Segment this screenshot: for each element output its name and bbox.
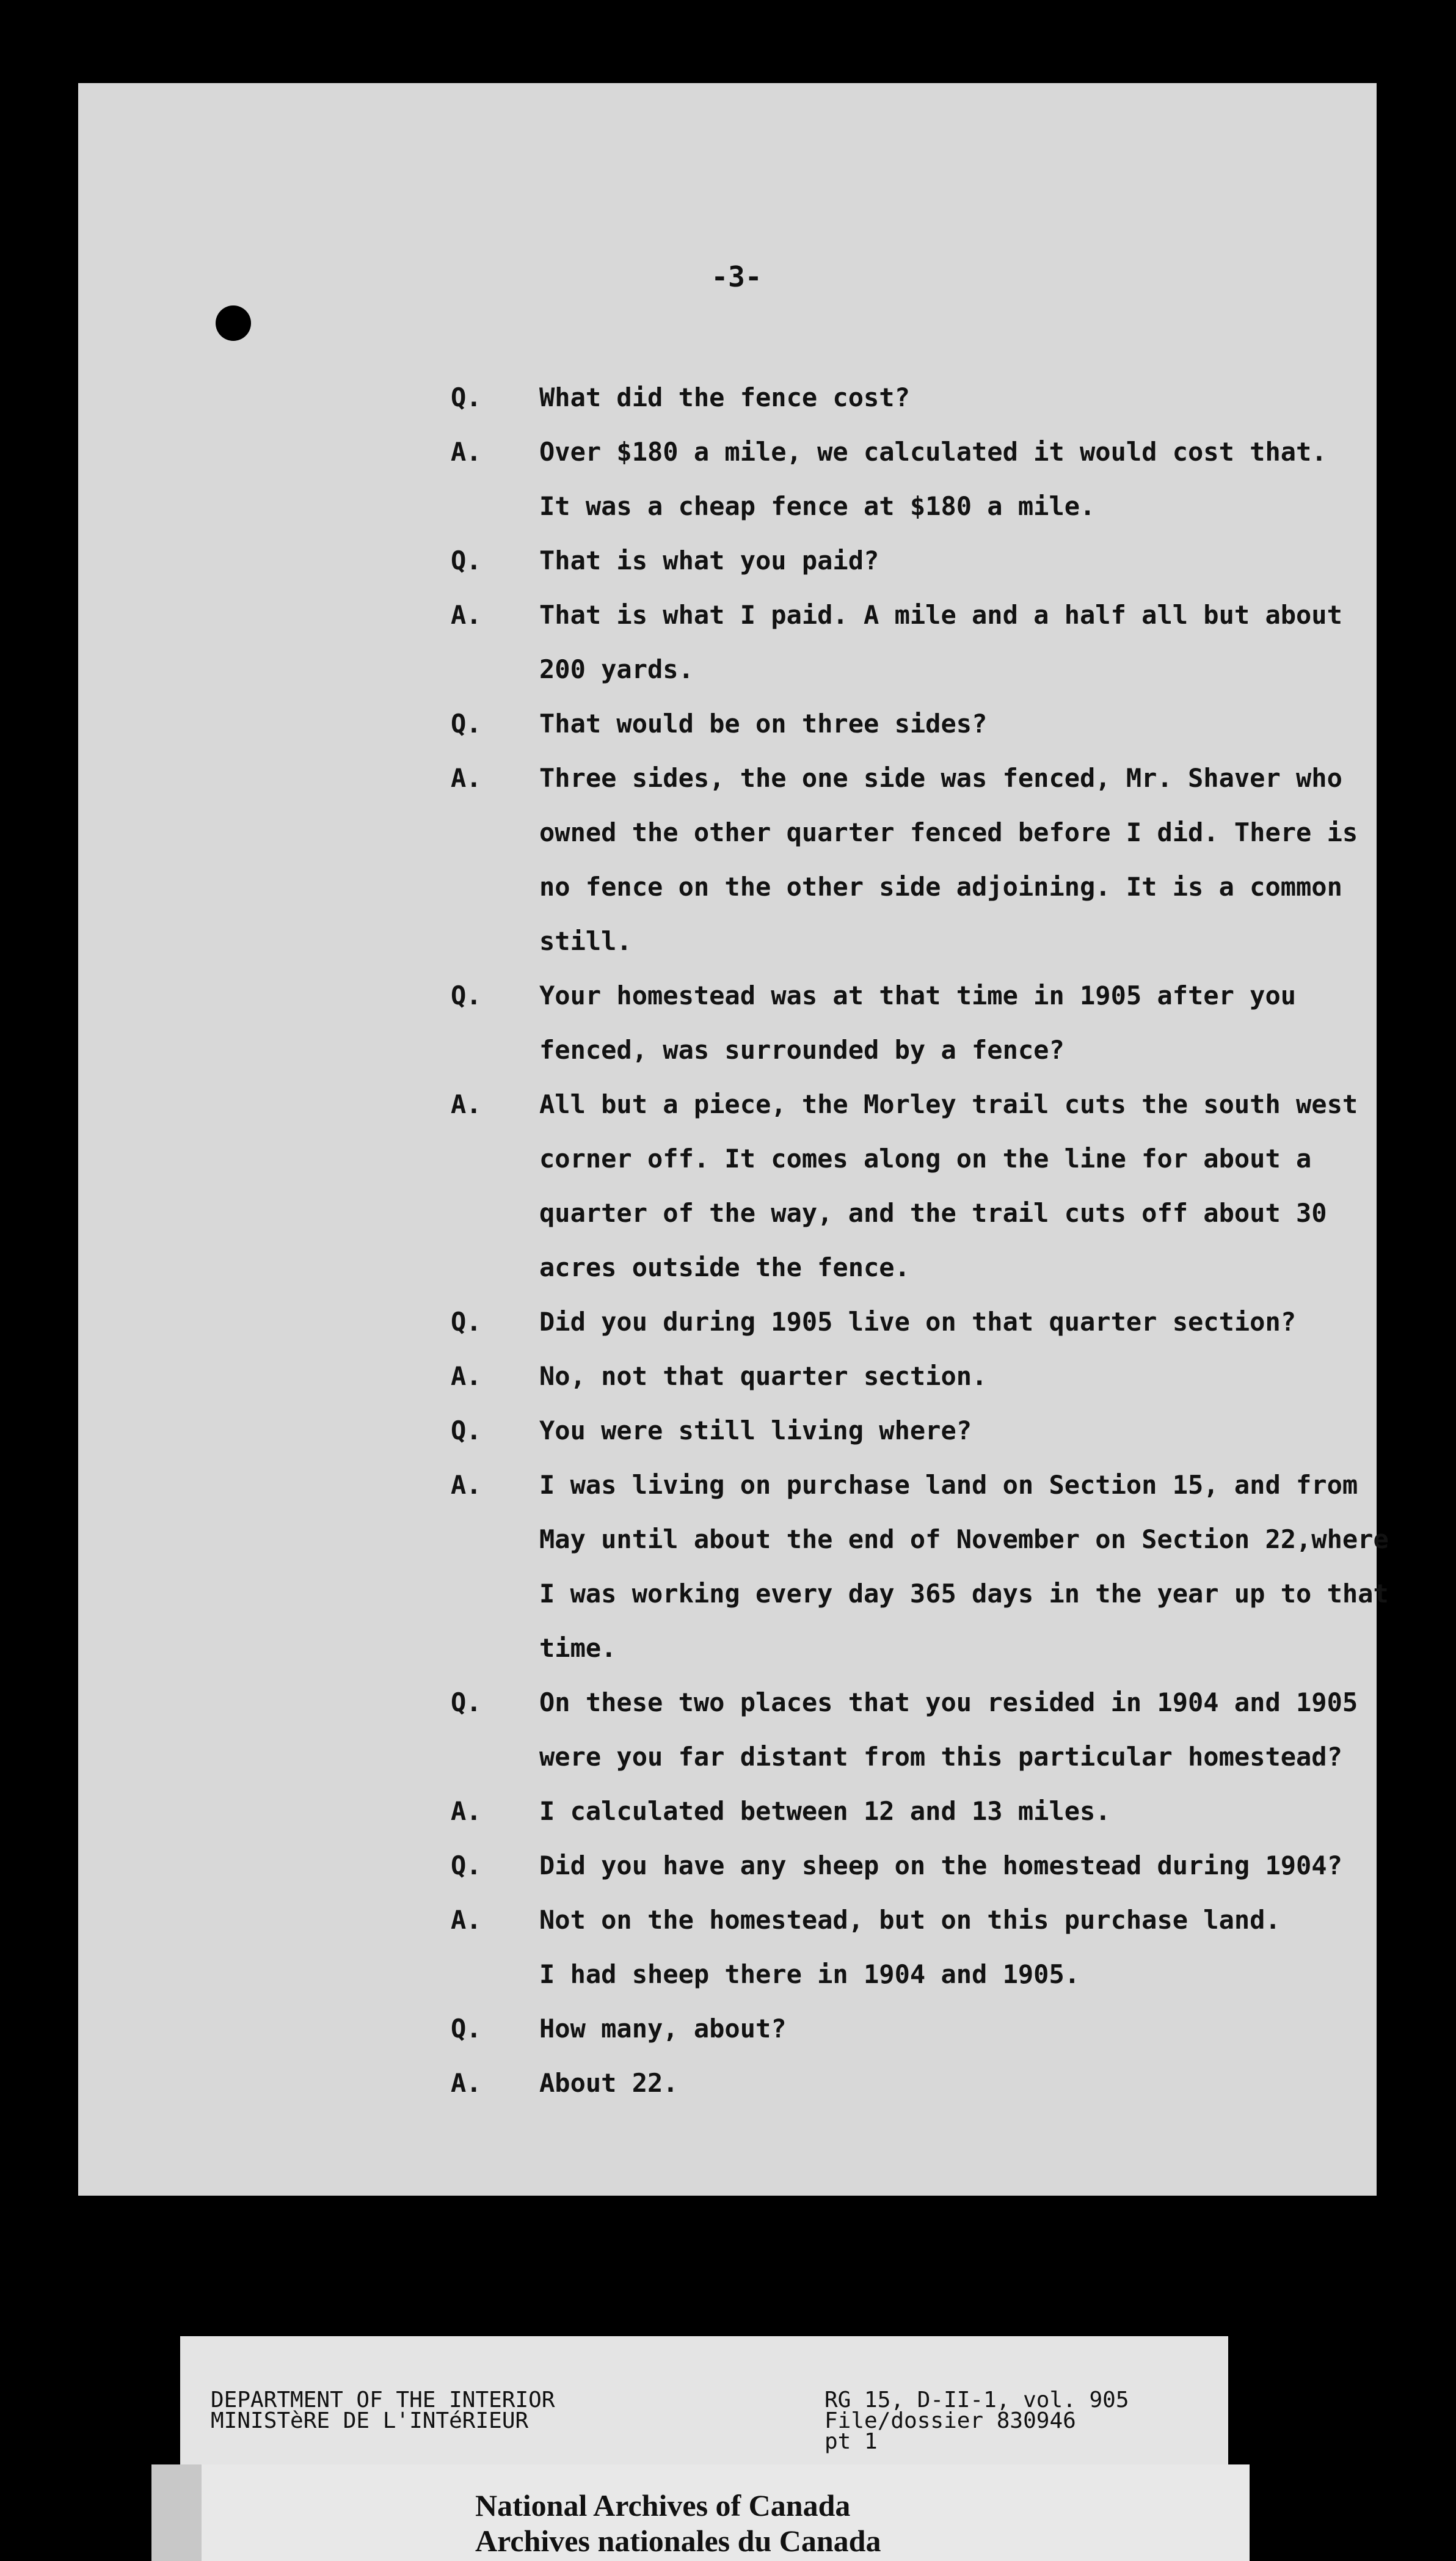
entry-marker: A. (451, 1089, 482, 1119)
entry-line: All but a piece, the Morley trail cuts the south west (539, 1089, 1358, 1119)
answer-entry (451, 1893, 1446, 2001)
entry-line: no fence on the other side adjoining. It is a common (539, 872, 1342, 902)
entry-text (539, 1403, 1446, 1458)
entry-line: That is what you paid? (539, 546, 879, 575)
entry-marker: Q. (451, 981, 482, 1010)
entry-line: time. (539, 1633, 617, 1663)
question-entry (451, 2001, 1446, 2056)
entry-text (539, 751, 1446, 968)
question-entry (451, 1403, 1446, 1458)
entry-text (539, 1458, 1446, 1675)
entry-line: Three sides, the one side was fenced, Mr. Shaver who (539, 763, 1342, 793)
entry-marker: A. (451, 600, 482, 630)
entry-text (539, 1838, 1446, 1893)
entry-line: What did the fence cost? (539, 382, 910, 412)
entry-line: I was working every day 365 days in the year up to that (539, 1579, 1389, 1609)
entry-line: Your homestead was at that time in 1905 after you (539, 981, 1297, 1010)
answer-entry (451, 588, 1446, 696)
answer-entry (451, 751, 1446, 968)
archives-name-en: National Archives of Canada (475, 2488, 851, 2523)
entry-line: Did you have any sheep on the homestead during 1904? (539, 1850, 1342, 1880)
entry-line: quarter of the way, and the trail cuts off about 30 (539, 1198, 1327, 1228)
entry-marker: Q. (451, 2014, 482, 2044)
entry-line: Not on the homestead, but on this purchase land. (539, 1905, 1281, 1935)
entry-line: corner off. It comes along on the line for about a (539, 1144, 1312, 1174)
answer-entry (451, 1458, 1446, 1675)
entry-line: I was living on purchase land on Section 15, and from (539, 1470, 1358, 1500)
banner-edge (151, 2464, 202, 2561)
answer-entry (451, 425, 1446, 533)
file-reference-file: File/dossier 830946 (824, 2408, 1076, 2433)
entry-marker: Q. (451, 1687, 482, 1717)
entry-marker: A. (451, 1905, 482, 1935)
answer-entry (451, 2056, 1446, 2110)
question-entry (451, 1295, 1446, 1349)
entry-text (539, 1295, 1446, 1349)
entry-marker: Q. (451, 1416, 482, 1445)
file-reference (824, 2387, 1129, 2454)
entry-text (539, 1893, 1446, 2001)
entry-line: 200 yards. (539, 654, 694, 684)
entry-marker: A. (451, 2068, 482, 2098)
answer-entry (451, 1077, 1446, 1295)
question-entry (451, 1838, 1446, 1893)
entry-line: That would be on three sides? (539, 709, 988, 739)
archives-name-fr: Archives nationales du Canada (475, 2524, 881, 2558)
entry-text (539, 968, 1446, 1077)
entry-text (539, 588, 1446, 696)
question-entry (451, 533, 1446, 588)
entry-line: I calculated between 12 and 13 miles. (539, 1796, 1111, 1826)
entry-marker: Q. (451, 1850, 482, 1880)
entry-line: I had sheep there in 1904 and 1905. (539, 1959, 1080, 1989)
entry-text (539, 2001, 1446, 2056)
entry-marker: Q. (451, 1307, 482, 1337)
entry-text (539, 1077, 1446, 1295)
entry-marker: A. (451, 437, 482, 467)
entry-marker: Q. (451, 546, 482, 575)
entry-text (539, 2056, 1446, 2110)
entry-text (539, 696, 1446, 751)
entry-line: fenced, was surrounded by a fence? (539, 1035, 1065, 1065)
punch-hole (216, 305, 251, 341)
page-number: -3- (711, 260, 762, 293)
entry-line: How many, about? (539, 2014, 787, 2044)
entry-marker: A. (451, 1470, 482, 1500)
entry-text (539, 370, 1446, 425)
department-label (211, 2387, 555, 2433)
entry-line: Did you during 1905 live on that quarter section? (539, 1307, 1297, 1337)
document-page (78, 83, 1389, 2196)
archive-reference-label (180, 2336, 1228, 2464)
entry-line: It was a cheap fence at $180 a mile. (539, 491, 1096, 521)
entry-text (539, 425, 1446, 533)
entry-text (539, 533, 1446, 588)
entry-marker: A. (451, 1361, 482, 1391)
entry-text (539, 1784, 1446, 1838)
entry-line: Over $180 a mile, we calculated it would cost that. (539, 437, 1327, 467)
entry-line: were you far distant from this particular homestead? (539, 1742, 1342, 1772)
entry-line: May until about the end of November on Section 22,where (539, 1524, 1389, 1554)
question-entry (451, 370, 1446, 425)
entry-line: acres outside the fence. (539, 1252, 910, 1282)
question-entry (451, 1675, 1446, 1784)
entry-marker: A. (451, 1796, 482, 1826)
entry-marker: A. (451, 763, 482, 793)
question-entry (451, 696, 1446, 751)
department-line-en: DEPARTMENT OF THE INTERIOR (211, 2387, 555, 2413)
archives-banner (151, 2464, 1250, 2561)
answer-entry (451, 1349, 1446, 1403)
entry-line: That is what I paid. A mile and a half all but about (539, 600, 1342, 630)
entry-text (539, 1349, 1446, 1403)
entry-line: owned the other quarter fenced before I did. There is (539, 817, 1358, 847)
entry-line: You were still living where? (539, 1416, 972, 1445)
entry-line: On these two places that you resided in 1904 and 1905 (539, 1687, 1358, 1717)
entry-line: No, not that quarter section. (539, 1361, 988, 1391)
entry-marker: Q. (451, 382, 482, 412)
question-entry (451, 968, 1446, 1077)
entry-line: About 22. (539, 2068, 679, 2098)
archives-title (475, 2488, 881, 2559)
file-reference-part: pt 1 (824, 2429, 878, 2454)
file-reference-rg: RG 15, D-II-1, vol. 905 (824, 2387, 1129, 2413)
entry-marker: Q. (451, 709, 482, 739)
department-line-fr: MINISTèRE DE L'INTéRIEUR (211, 2408, 529, 2433)
entry-text (539, 1675, 1446, 1784)
entry-line: still. (539, 926, 632, 956)
transcript-body (451, 370, 1446, 2110)
answer-entry (451, 1784, 1446, 1838)
